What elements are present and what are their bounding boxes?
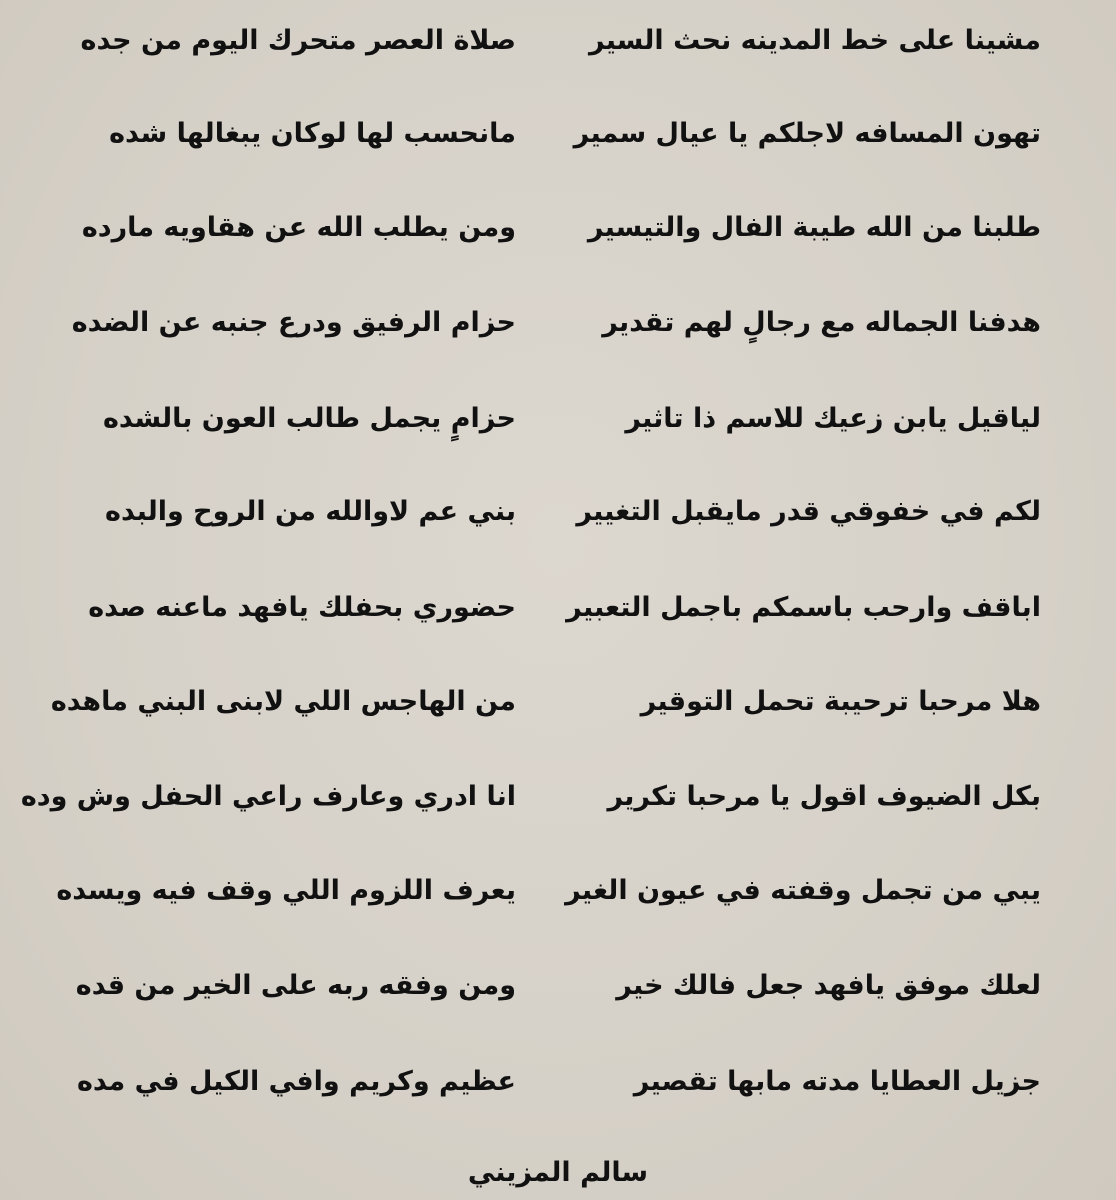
- first-hemistich: جزيل العطايا مدته مابها تقصير: [633, 1066, 1041, 1097]
- first-hemistich: تهون المسافه لاجلكم يا عيال سمير: [573, 118, 1041, 149]
- verse: [0, 389, 1116, 449]
- second-hemistich: حضوري بحفلك يافهد ماعنه صده: [88, 592, 516, 623]
- second-hemistich: مانحسب لها لوكان يبغالها شده: [109, 118, 516, 149]
- verse: [0, 578, 1116, 638]
- first-hemistich: طلبنا من الله طيبة الفال والتيسير: [587, 212, 1041, 243]
- verse: [0, 1052, 1116, 1112]
- verse: [0, 482, 1116, 542]
- verse: [0, 861, 1116, 921]
- second-hemistich: يعرف اللزوم اللي وقف فيه ويسده: [56, 875, 516, 906]
- second-hemistich: بني عم لاوالله من الروح والبده: [105, 496, 516, 527]
- first-hemistich: مشينا على خط المدينه نحث السير: [588, 25, 1041, 56]
- second-hemistich: عظيم وكريم وافي الكيل في مده: [76, 1066, 516, 1097]
- first-hemistich: اباقف وارحب باسمكم باجمل التعبير: [566, 592, 1041, 623]
- poet-signature: سالم المزيني: [467, 1157, 649, 1188]
- first-hemistich: لكم في خفوقي قدر مايقبل التغيير: [576, 496, 1041, 527]
- verse: [0, 198, 1116, 258]
- second-hemistich: ومن يطلب الله عن هقاويه مارده: [81, 212, 516, 243]
- first-hemistich: يبي من تجمل وقفته في عيون الغير: [565, 875, 1041, 906]
- second-hemistich: حزامٍ يجمل طالب العون بالشده: [102, 403, 516, 434]
- second-hemistich: انا ادري وعارف راعي الحفل وش وده: [20, 781, 516, 812]
- second-hemistich: حزام الرفيق ودرع جنبه عن الضده: [71, 307, 516, 338]
- verse: [0, 767, 1116, 827]
- second-hemistich: صلاة العصر متحرك اليوم من جده: [80, 25, 516, 56]
- first-hemistich: هدفنا الجماله مع رجالٍ لهم تقدير: [602, 307, 1041, 338]
- verse: [0, 104, 1116, 164]
- second-hemistich: من الهاجس اللي لابنى البني ماهده: [50, 686, 516, 717]
- first-hemistich: لعلك موفق يافهد جعل فالك خير: [616, 970, 1041, 1001]
- first-hemistich: هلا مرحبا ترحيبة تحمل التوقير: [640, 686, 1041, 717]
- verse: [0, 293, 1116, 353]
- verse: [0, 956, 1116, 1016]
- verse: [0, 672, 1116, 732]
- first-hemistich: لياقيل يابن زعيك للاسم ذا تاثير: [625, 403, 1041, 434]
- second-hemistich: ومن وفقه ربه على الخير من قده: [75, 970, 516, 1001]
- verse: [0, 11, 1116, 71]
- first-hemistich: بكل الضيوف اقول يا مرحبا تكرير: [607, 781, 1041, 812]
